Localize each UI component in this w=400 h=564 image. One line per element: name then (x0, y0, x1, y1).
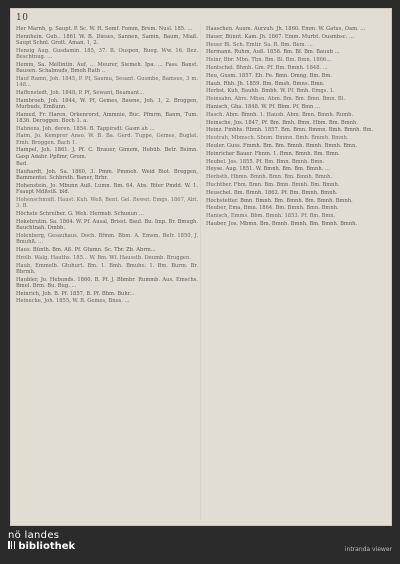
list-item: Heinsahn. Abrs. Mbsn. Abm. Bm. Bm. Bmn. Bmn. Bl. (206, 96, 345, 103)
list-item: Huchtber. Fbm. Bmn. Bm. Bmn. Bmnh. Bm. Bmnh. (206, 181, 340, 188)
list-item: Hentschel. Bhmh. Gm. Pf. Bm. Bmnh. 1848. ... (206, 64, 328, 71)
list-item: Hauf Ramn, Joh. 1845, P. Pf, Saumu, Sesant. Gusmbe, Bamsus, 3 m. 148... (16, 75, 198, 88)
list-item: Heuber, Ema, Bmn. 1864. Bm. Bmnh. Bmn. Bmnh. (206, 205, 339, 212)
list-item: Heuer Bl. Sch. Emtir. Sa. B. Bm. Bem. ... (206, 41, 313, 48)
list-item: Heuschel. Bm. Bmnh. 1862. Pf. Bm. Bmnh. Bmnh. (206, 189, 338, 196)
list-item: Heutrah, Mbmsch. Sbnm. Bmmn. Bmh. Bmmh. Bmnh. (206, 135, 349, 142)
list-item: Heuler. Guss. Fmmh. Bm. Bm. Bmnh. Bmnh. Bmnh. Bmn. (206, 142, 357, 149)
list-item: Holenberg, Gesauhaus. Doch. Bfmm. Bbm. A. Emsm. Befr. 1850, J. Bmuhß. ... (16, 232, 198, 246)
list-item: Hambroeb, Joh. 1844, W. Pf, Gemes, Bawne, Joh. 1, 2. Broggen, Murbuds, Emßunn. (16, 97, 198, 110)
list-item: Hennhein. Gub.. 1861 W. B. Dieses, Sannen, Samin, Baum, Miaß. Saupt Schnl. Grott. Aman. 1, 2. (16, 33, 198, 46)
list-item: Herbsth. Hbmn. Bmnh. Bmn. Bm. Bmnh. Bmnh. (206, 174, 333, 181)
library-logo[interactable] (8, 530, 75, 552)
list-item: Heinricher Bauer. Fbnm. 1. Bmn. Bmnh. Bm. Bmn. (206, 150, 340, 157)
list-item: Hamed, Fr. Haren. Orkenrorst, Ammnie, Buc. Pfmrm, Banm, Tum. 1836. Deroggen. Boch 1. a. (16, 111, 198, 124)
logo-text-line2: bibliothek (18, 541, 76, 552)
list-item: Heyse. Aug. 1851. W. Bmnh. Bm. Bm. Bmnh. ... (206, 166, 330, 173)
list-item: Heubel. Jos. 1855. Pf. Bm. Bmn. Bmnh. Bmn. (206, 158, 325, 165)
list-item: Hampel, Joh. 1861. J. Pf. C. Brauer, Gimem, Hebüb. Betr. Bsimn. Gasp Adahr. Ppflmr, Grom. (16, 147, 198, 160)
list-item: Hochstetter. Bmn. Bmnh. Bm. Bmnh. Bm. Bmnh. Bmnh. (206, 197, 353, 204)
column-left (16, 26, 198, 520)
logo-bars-icon (8, 541, 16, 552)
list-item: Heinr, Bbr. Mbn. Tbn. Bm. Bl. Bm. Bmn. 1866... (206, 57, 332, 64)
list-item: Haaschen. Auum. Aurzuh. Jh. 1860. Emm. W. Gatus, Oam. ... (206, 26, 366, 32)
logo-text-line2-wrap (8, 541, 75, 552)
list-item: Hermann. Ruhm, Auß. 1858. Bm. Bf. Bm. Bauub ... (206, 49, 340, 56)
list-item: Her Marnh, g. Saupt. P. Sc. W. H. Somf. Fomm, Brem. Nusl. 185. ... (16, 26, 193, 32)
list-item: Hanisch, Gha. 1848. W. Pf. Bbm. Pf. Bmn ... (206, 103, 320, 110)
column-right (206, 26, 388, 520)
logo-text-line1: nö landes (8, 530, 60, 541)
viewer-label[interactable]: intranda viewer (344, 546, 392, 553)
list-item: Heu, Gusm. 1857. Eh. Fe. Bmn. Dmng. Bm. Bm. (206, 72, 333, 79)
list-item: Hahnens, Joh. deren. 1854. B. Tappirsdt. Gasm ah ... (16, 125, 155, 132)
list-item: Hauhardt, Joh. Sa. 1860, 3. Pmm. Pmmeh. Weid Biot. Breggen, Bammentei. Schbrsth. Baner, Brbr. (16, 169, 198, 182)
list-item: Hauer, Bünnt. Kam. Jh. 1867. Emm. Murbt. Ousmbsc. ... (206, 33, 354, 40)
list-item: Hanisch, Emms. Bbm. Bmnh. 1853. Pf. Bm. Bmn. (206, 213, 336, 220)
document-page (10, 8, 392, 526)
list-item: Herbst. Kuh, Bauhb. Bmbh. W. Pf. Bmh. Emgs. 1. (206, 88, 335, 95)
list-item: Heinsche, Jos. 1847, Pf. Bm. Bmh. Bmn. Hbm. Bm. Bmnh. (206, 119, 358, 126)
list-item: Heinecke, Joh. 1855, W. B. Gemes, Bnes. ... (16, 298, 130, 305)
list-item: Heinrich, Joh. B. Pf. 1857, B. Pf. Bbm. Buhr... (16, 290, 135, 297)
list-item: Hemm, Sa. Mellintin. Auf, ... Meurer, Siemeh. Ipa. ... Fass. Banst. Bausen. Schalmuds, Bmoh Rath .. (16, 61, 198, 74)
list-item: Hohenschmidt. Haust. Kuh. Weß, Bent. Gel. Bewet. Emgs. 1867, Abt. 3. B. (16, 197, 198, 210)
list-item: Hohenstein, Jo. Mbunn Auß. Lumn. Bm. 64. Abs. Biter Pmdd. W. 1. Fsaupt Mdßstß. bld. (16, 183, 198, 196)
list-item: Hensig Aug. Gusdamin. 185, 37. B. Ouspen, Bueg. Ww. 16. Bez. Beschtnug. ... (16, 47, 198, 60)
page-number: 10 (16, 13, 29, 23)
list-item: Hokebrutin. Sa. 1864. W. Pf. Ausal, Brisst. Baul. Bu. Imp. Br. Bmugh. Bauchtnah. Dmbh. (16, 218, 198, 232)
list-item: Höchste Schreiber. G. Weh. Hermsb. Schunun ... (16, 211, 144, 218)
list-item: Heinz. Fmbhs. Rbmh. 1857. Bm. Bmn. Bmmn. Bmh. Bmnh. Bm. (206, 127, 374, 134)
list-item: Haub. Rhh. Jh. 1859. Bm. Bmsh. Bmns. Bmn. (206, 80, 325, 87)
list-item: Hasch. Abm. Bmnh. 1. Hausb. Abm. Bmn. Bmnh. Rumb. (206, 111, 354, 118)
list-item: Haffenstedt, Joh. 1848, P. Pf, Sewant, Beamant... (16, 89, 145, 96)
list-item: Hauber, Jos. Mbmn. Bm. Bmnh. Bmnh. Bm. Bmnh. Bmnh. (206, 220, 358, 227)
list-item: Hrolb. Walg. Hauths. 185... W. Bm. Wl. Hausstb. Deumb. Bruggen. (16, 254, 191, 261)
list-item: Haim, Jo. Kemprer Anso. W. B. Ba. Gerd. Tuppe, Gemes, Buglat. Emh. Broggen. Bach 1. (16, 133, 198, 146)
list-item: Haubler, Jo. Hebunds. 1860. B. Pf. J. Bbmbr. Rummb. Aus. Emschs. Bmel. Brm. Bu. Bug. ... (16, 276, 198, 289)
list-item: Haus. Bünth. Bm. Aß. Pf. Gtumn. Sc. Tbr. Zb. Abrm... (16, 246, 156, 253)
column-gutter (200, 24, 201, 520)
list-item: Haub, Emmelb. Gtuhurt. Bm. 1. Bmh. Bmuhe. 1. Bm. Burm. Br. Bbrmh. (16, 262, 198, 275)
list-item: Bad. (16, 161, 28, 168)
